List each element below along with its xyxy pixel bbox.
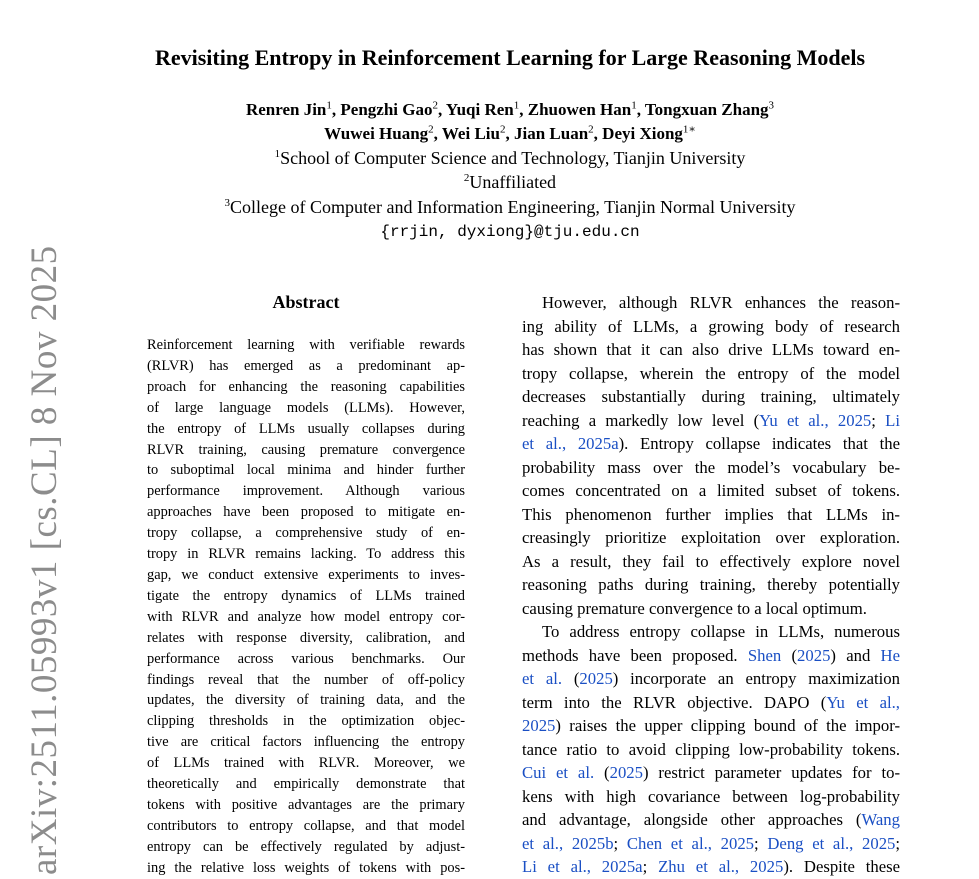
body-line [522, 573, 900, 597]
citation-link[interactable]: et al. [522, 669, 563, 688]
body-text: ; [642, 857, 659, 876]
body-line [522, 691, 900, 715]
citation-link[interactable]: Deng et al., 2025 [767, 833, 896, 853]
author-affiliation-marker: 3 [768, 99, 775, 112]
body-text: ing ability of LLMs, a growing body of research [522, 316, 900, 336]
abstract-line: tropy in RLVR remains lacking. To address this [147, 546, 465, 563]
author-list-line-1: Renren Jin$^1$, Pengzhi Gao$^2$, Yuqi Ren$^1$, Zhuowen Han$^1$, Tongxuan Zhang$^3$ [245, 99, 775, 119]
body-text: probability mass over the model’s vocabulary be- [522, 457, 900, 477]
abstract-line: clipping thresholds in the optimization objec- [147, 713, 465, 730]
citation-link[interactable]: Chen et al., 2025 [626, 833, 755, 853]
body-text: To address entropy collapse in LLMs, numerous [542, 622, 900, 641]
citation-link[interactable]: Yu et al., 2025 [759, 410, 872, 430]
contact-email: {rrjin, dyxiong}@tju.edu.cn [380, 223, 640, 241]
citation-link[interactable]: 2025 [522, 716, 556, 735]
body-text: term into the RLVR objective. DAPO ( [522, 692, 827, 712]
abstract-line: the entropy of LLMs usually collapses during [147, 420, 465, 437]
body-text: kens with high covariance between log-probability [522, 786, 900, 806]
abstract-line: theoretically and empirically demonstrate that [147, 776, 465, 793]
body-text: causing premature convergence to a local optimum. [522, 598, 867, 618]
affiliation-marker: 3 [224, 197, 231, 209]
citation-link[interactable]: Cui et al. [522, 763, 595, 782]
body-text: ; [754, 833, 768, 853]
abstract-line: performance improvement. Although various [147, 483, 465, 500]
abstract-line: relates with response diversity, calibration, and [147, 629, 465, 646]
body-text: ( [594, 763, 610, 782]
citation-link[interactable]: Wang [861, 810, 900, 829]
body-text: creasingly prioritize exploitation over exploration. [522, 528, 900, 547]
body-line [522, 620, 900, 644]
body-text: ; [871, 410, 886, 430]
abstract-line: tropy collapse, a comprehensive study of en- [147, 525, 465, 542]
body-text: ). Despite these [783, 857, 900, 876]
author-list-line-2: Wuwei Huang$^2$, Wei Liu$^2$, Jian Luan$^2$, Deyi Xiong$^{1∗}$ [324, 123, 696, 143]
author-name: Jian Luan [513, 124, 589, 143]
body-text: reasoning paths during training, thereby potentially [522, 575, 900, 594]
author-affiliation-marker: 2 [428, 123, 434, 136]
paper-title: Revisiting Entropy in Reinforcement Learning for Large Reasoning Models [154, 45, 866, 70]
author-name: Wei Liu [441, 124, 500, 143]
body-line [522, 338, 900, 362]
author-name: Pengzhi Gao [340, 100, 433, 119]
body-line [522, 385, 900, 409]
author-affiliation-marker: 1∗ [682, 123, 696, 136]
author-affiliation-marker: 2 [588, 123, 594, 136]
body-text: As a result, they fail to effectively explore novel [522, 551, 900, 571]
abstract-line: tigate the entropy dynamics of LLMs trained [147, 587, 465, 604]
body-line [522, 315, 900, 339]
abstract-line: tive are critical factors influencing the entropy [147, 734, 465, 751]
citation-link[interactable]: 2025 [609, 763, 643, 782]
author-affiliation-marker: 2 [499, 123, 506, 136]
citation-link[interactable]: Yu et al., [826, 692, 900, 712]
body-line [522, 761, 900, 785]
abstract-line: ing the relative loss weights of tokens with pos- [147, 859, 465, 876]
author-name: Tongxuan Zhang [644, 100, 769, 119]
affiliation-marker: 1 [274, 148, 281, 160]
body-text: ). Entropy collapse indicates that the [618, 434, 900, 453]
affiliation-text: College of Computer and Information Engineering, Tianjin Normal University [230, 197, 796, 217]
citation-link[interactable]: 2025 [579, 669, 613, 688]
body-line [522, 362, 900, 386]
body-line [522, 644, 900, 668]
body-line [522, 785, 900, 809]
author-affiliation-marker: 1 [326, 99, 332, 112]
citation-link[interactable]: et al., 2025a [522, 434, 619, 453]
body-line [522, 479, 900, 503]
citation-link[interactable]: Zhu et al., 2025 [658, 857, 784, 876]
author-name: Yuqi Ren [445, 100, 514, 119]
abstract-line: gap, we conduct extensive experiments to inves- [147, 566, 465, 583]
author-affiliation-marker: 1 [631, 99, 637, 112]
affiliation-text: Unaffiliated [469, 172, 557, 192]
body-text: decreases substantially during training, ultimately [522, 387, 900, 406]
abstract-line: of large language models (LLMs). However, [147, 399, 465, 416]
body-line [522, 291, 900, 315]
citation-link[interactable]: Li [885, 410, 900, 430]
abstract-body [147, 335, 465, 879]
affiliation-marker: 2 [463, 172, 470, 184]
abstract-line: contributors to entropy collapse, and that model [147, 817, 465, 834]
citation-link[interactable]: 2025 [797, 645, 831, 665]
affiliation-3 [100, 195, 920, 219]
body-line [522, 550, 900, 574]
abstract-line: proach for enhancing the reasoning capabilities [147, 378, 465, 395]
arxiv-stamp: arXiv:2511.05993v1 [cs.CL] 8 Nov 2025 [24, 245, 65, 875]
body-text: However, although RLVR enhances the reason- [542, 293, 900, 312]
abstract-line: (RLVR) has emerged as a predominant ap- [147, 357, 465, 374]
author-name: Wuwei Huang [324, 124, 429, 143]
body-text: has shown that it can also drive LLMs toward en- [522, 340, 900, 359]
abstract-line: entropy can be effectively regulated by adjust- [147, 838, 465, 855]
abstract-line: with RLVR and analyze how model entropy cor- [147, 608, 465, 625]
abstract-line: performance across various benchmarks. Our [147, 650, 465, 667]
body-text: ) restrict parameter updates for to- [642, 763, 900, 782]
body-text: reaching a markedly low level ( [522, 410, 760, 430]
author-name: Renren Jin [245, 100, 327, 119]
body-line [522, 503, 900, 527]
body-line [522, 597, 900, 621]
abstract-line: Reinforcement learning with verifiable rewards [147, 337, 465, 353]
affiliation-1 [100, 146, 920, 170]
citation-link[interactable]: Li et al., 2025a [522, 857, 643, 876]
abstract-line: to suboptimal local minima and hinder further [147, 462, 465, 479]
body-text: ; [895, 833, 901, 853]
body-line [522, 456, 900, 480]
body-text: ( [781, 645, 798, 665]
body-text: tropy collapse, wherein the entropy of the model [522, 363, 900, 383]
author-affiliation-marker: 1 [513, 99, 520, 112]
affiliation-2 [100, 170, 920, 194]
body-text: This phenomenon further implies that LLMs in- [522, 504, 900, 524]
author-name: Zhuowen Han [527, 100, 632, 119]
abstract-line: of LLMs trained with RLVR. Moreover, we [147, 755, 465, 772]
body-text: ) raises the upper clipping bound of the impor- [555, 716, 900, 735]
citation-link[interactable]: He [880, 645, 900, 665]
body-line [522, 409, 900, 433]
body-text: ) and [830, 645, 881, 665]
body-line [522, 738, 900, 762]
affiliation-text: School of Computer Science and Technology, Tianjin University [280, 148, 746, 168]
body-text: methods have been proposed. [522, 645, 748, 665]
body-line [522, 667, 900, 691]
body-line [522, 808, 900, 832]
body-text: ; [613, 833, 627, 853]
body-line [522, 714, 900, 738]
citation-link[interactable]: Shen [747, 645, 782, 665]
abstract-heading: Abstract [272, 292, 340, 312]
body-text: comes concentrated on a limited subset of tokens. [522, 481, 900, 500]
body-text: tance ratio to avoid clipping low-probability tokens. [522, 739, 900, 759]
body-text: ( [562, 669, 580, 688]
abstract-line: findings reveal that the number of off-policy [147, 671, 465, 688]
body-line [522, 526, 900, 550]
author-name: Deyi Xiong [602, 124, 683, 143]
introduction-body [522, 291, 900, 879]
abstract-line: tokens with positive advantages are the primary [147, 796, 465, 813]
body-text: ) incorporate an entropy maximization [612, 669, 900, 688]
author-affiliation-marker: 2 [432, 99, 438, 112]
body-line [522, 432, 900, 456]
body-line [522, 832, 900, 856]
body-text: and advantage, alongside other approaches ( [522, 810, 862, 829]
abstract-line: approaches have been proposed to mitigate en- [147, 504, 465, 521]
abstract-line: updates, the diversity of training data, and the [147, 692, 465, 709]
abstract-line: RLVR training, causing premature convergence [147, 441, 465, 458]
citation-link[interactable]: et al., 2025b [522, 833, 614, 853]
